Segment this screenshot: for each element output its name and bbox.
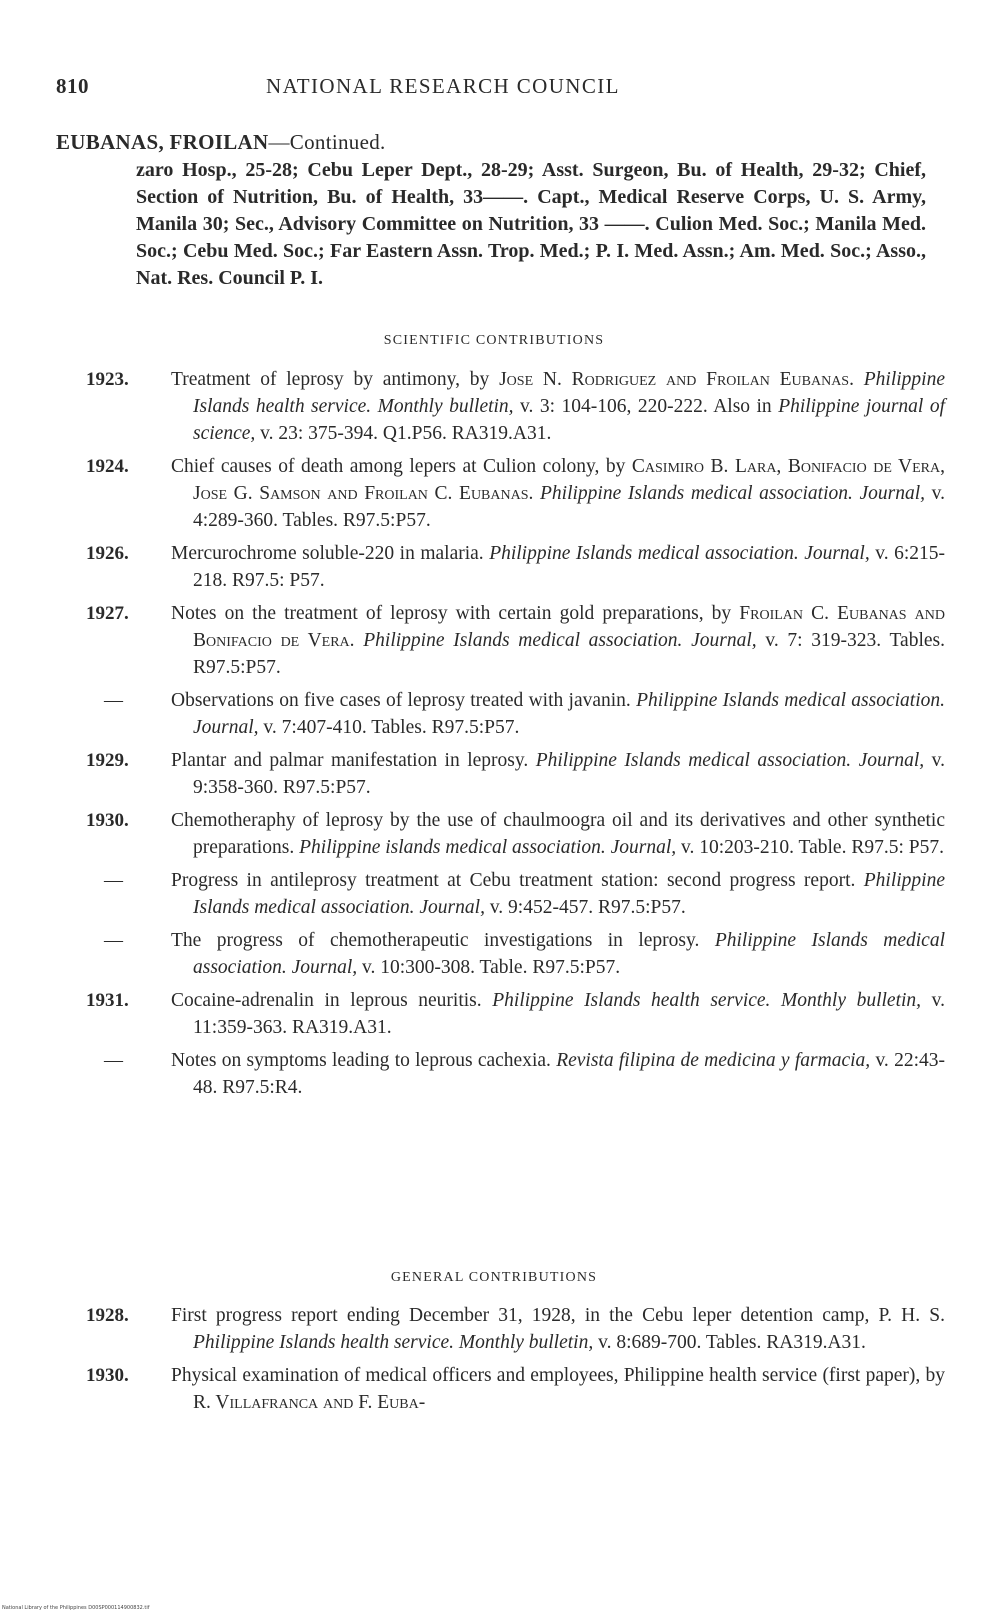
entry-publication: Philippine Islands health service. Monthly bulletin, bbox=[492, 990, 922, 1011]
entry-title: Notes on symptoms leading to leprous cachexia. bbox=[171, 1050, 557, 1071]
entry-year: 1927. bbox=[86, 603, 129, 624]
entry-publication: Philippine Islands health service. Monthly bulletin, bbox=[193, 1332, 594, 1353]
entry-publication-2: Philippine journal of science, bbox=[193, 396, 945, 444]
bibliography-entry bbox=[0, 366, 988, 447]
person-name: EUBANAS, FROILAN bbox=[56, 130, 269, 154]
entry-text bbox=[171, 807, 945, 861]
entry-text bbox=[171, 867, 945, 921]
entry-publication: Philippine Islands medical association. Journal, bbox=[193, 690, 945, 738]
entry-year: 1926. bbox=[86, 543, 129, 564]
continued-label: —Continued. bbox=[268, 130, 386, 154]
entry-year: — bbox=[104, 1050, 123, 1071]
entry-citation: v. 10:300-308. Table. R97.5:P57. bbox=[357, 957, 621, 978]
entry-publication: Philippine Islands medical association. Journal, bbox=[540, 483, 926, 504]
general-section-title: GENERAL CONTRIBUTIONS bbox=[390, 1270, 598, 1285]
entry-text bbox=[171, 927, 945, 981]
entry-title: Mercurochrome soluble-220 in malaria. bbox=[171, 543, 490, 564]
entry-title: Physical examination of medical officers and employees, Philippine health service (first paper), by bbox=[171, 1365, 945, 1386]
entry-text bbox=[171, 987, 945, 1041]
entry-year: — bbox=[104, 870, 123, 891]
entry-title: The progress of chemotherapeutic investigations in leprosy. bbox=[171, 930, 715, 951]
entry-publication: Philippine Islands medical association. Journal, bbox=[489, 543, 870, 564]
entry-text bbox=[171, 366, 945, 447]
scientific-entries bbox=[0, 366, 988, 1107]
scientific-section-title: SCIENTIFIC CONTRIBUTIONS bbox=[383, 333, 605, 348]
entry-publication: Philippine Islands health service. Monthly bulletin, bbox=[193, 369, 946, 417]
bibliography-entry bbox=[0, 927, 988, 981]
entry-year: 1924. bbox=[86, 456, 129, 477]
entry-authors: Froilan C. Eubanas and Bonifacio de Vera. bbox=[193, 603, 946, 651]
entry-year: 1931. bbox=[86, 990, 129, 1011]
entry-title: Observations on five cases of leprosy treated with javanin. bbox=[171, 690, 637, 711]
bibliography-entry bbox=[0, 867, 988, 921]
bibliography-entry bbox=[0, 1362, 988, 1416]
entry-authors: Jose N. Rodriguez and Froilan Eubanas. bbox=[499, 369, 854, 390]
entry-title: Chemotheraphy of leprosy by the use of chaulmoogra oil and its derivatives and other synthetic preparations. bbox=[171, 810, 945, 858]
entry-publication: Revista filipina de medicina y farmacia, bbox=[556, 1050, 871, 1071]
entry-year: 1929. bbox=[86, 750, 129, 771]
entry-authors: R. Villafranca and F. Euba- bbox=[193, 1392, 426, 1413]
entry-title: Cocaine-adrenalin in leprous neuritis. bbox=[171, 990, 493, 1011]
bibliography-entry bbox=[0, 1302, 988, 1356]
entry-citation: v. 7: 319-323. Tables. R97.5:P57. bbox=[193, 630, 945, 678]
scan-footer: National Library of the Philippines D00SP000114900832.tif bbox=[2, 1605, 150, 1611]
entry-text bbox=[171, 1302, 945, 1356]
entry-text bbox=[171, 1047, 945, 1101]
page-number: 810 bbox=[56, 74, 89, 98]
entry-citation: v. 9:358-360. R97.5:P57. bbox=[193, 750, 945, 798]
entry-year: 1930. bbox=[86, 1365, 129, 1386]
entry-publication: Philippine Islands medical association. Journal, bbox=[193, 870, 945, 918]
general-entries bbox=[0, 1302, 988, 1422]
entry-publication: Philippine Islands medical association. Journal, bbox=[193, 930, 945, 978]
page-header bbox=[56, 74, 936, 114]
entry-title: First progress report ending December 31, 1928, in the Cebu leper detention camp, P. H. S. bbox=[171, 1305, 945, 1326]
entry-text bbox=[171, 747, 945, 801]
bibliography-entry bbox=[0, 1047, 988, 1101]
entry-text bbox=[171, 540, 945, 594]
entry-citation: v. 11:359-363. RA319.A31. bbox=[193, 990, 945, 1038]
entry-title: Progress in antileprosy treatment at Cebu treatment station: second progress report. bbox=[171, 870, 864, 891]
entry-citation: v. 3: 104-106, 220-222. Also in bbox=[513, 396, 779, 417]
entry-year: — bbox=[104, 690, 123, 711]
entry-title: Chief causes of death among lepers at Culion colony, by bbox=[171, 456, 632, 477]
bibliography-entry bbox=[0, 987, 988, 1041]
entry-citation: v. 8:689-700. Tables. RA319.A31. bbox=[593, 1332, 866, 1353]
entry-text bbox=[171, 453, 945, 534]
bibliography-entry bbox=[0, 747, 988, 801]
entry-title: Notes on the treatment of leprosy with certain gold preparations, by bbox=[171, 603, 740, 624]
entry-year: — bbox=[104, 930, 123, 951]
entry-year: 1928. bbox=[86, 1305, 129, 1326]
entry-year: 1923. bbox=[86, 369, 129, 390]
entry-citation: v. 10:203-210. Table. R97.5: P57. bbox=[676, 837, 944, 858]
entry-citation: v. 22:43-48. R97.5:R4. bbox=[193, 1050, 945, 1098]
entry-publication: Philippine Islands medical association. Journal, bbox=[363, 630, 757, 651]
entry-text bbox=[171, 687, 945, 741]
entry-text bbox=[171, 600, 945, 681]
entry-text bbox=[171, 1362, 945, 1416]
entry-citation: v. 6:215-218. R97.5: P57. bbox=[193, 543, 945, 591]
entry-citation-2: v. 23: 375-394. Q1.P56. RA319.A31. bbox=[255, 423, 552, 444]
entry-citation: v. 9:452-457. R97.5:P57. bbox=[484, 897, 686, 918]
entry-publication: Philippine Islands medical association. Journal, bbox=[535, 750, 925, 771]
entry-authors: Casimiro B. Lara, Bonifacio de Vera, Jose G. Samson and Froilan C. Eubanas. bbox=[193, 456, 945, 504]
entry-publication: Philippine islands medical association. Journal, bbox=[299, 837, 677, 858]
bibliography-entry bbox=[0, 453, 988, 534]
entry-title: Plantar and palmar manifestation in leprosy. bbox=[171, 750, 536, 771]
person-name-line bbox=[56, 130, 386, 155]
bibliography-entry bbox=[0, 807, 988, 861]
bibliography-entry bbox=[0, 540, 988, 594]
bibliography-entry bbox=[0, 687, 988, 741]
entry-title: Treatment of leprosy by antimony, by bbox=[171, 369, 500, 390]
bibliography-entry bbox=[0, 600, 988, 681]
entry-citation: v. 4:289-360. Tables. R97.5:P57. bbox=[193, 483, 946, 531]
entry-citation: v. 7:407-410. Tables. R97.5:P57. bbox=[258, 717, 520, 738]
running-head: NATIONAL RESEARCH COUNCIL bbox=[266, 74, 620, 98]
biography-text: zaro Hosp., 25-28; Cebu Leper Dept., 28-29; Asst. Surgeon, Bu. of Health, 29-32; Chief, Section of Nutrition, Bu. of Health, 33——. Capt., Medical Reserve Corps, U. S. Army, Manila 30; Sec., Advisory Committee on Nutrition, 33 ——. Culion Med. Soc.; Manila Med. Soc.; Cebu Med. Soc.; Far Eastern Assn. Trop. Med.; P. I. Med. Assn.; Am. Med. Soc.; Asso., Nat. Res. Council P. I. bbox=[136, 159, 926, 289]
entry-year: 1930. bbox=[86, 810, 129, 831]
